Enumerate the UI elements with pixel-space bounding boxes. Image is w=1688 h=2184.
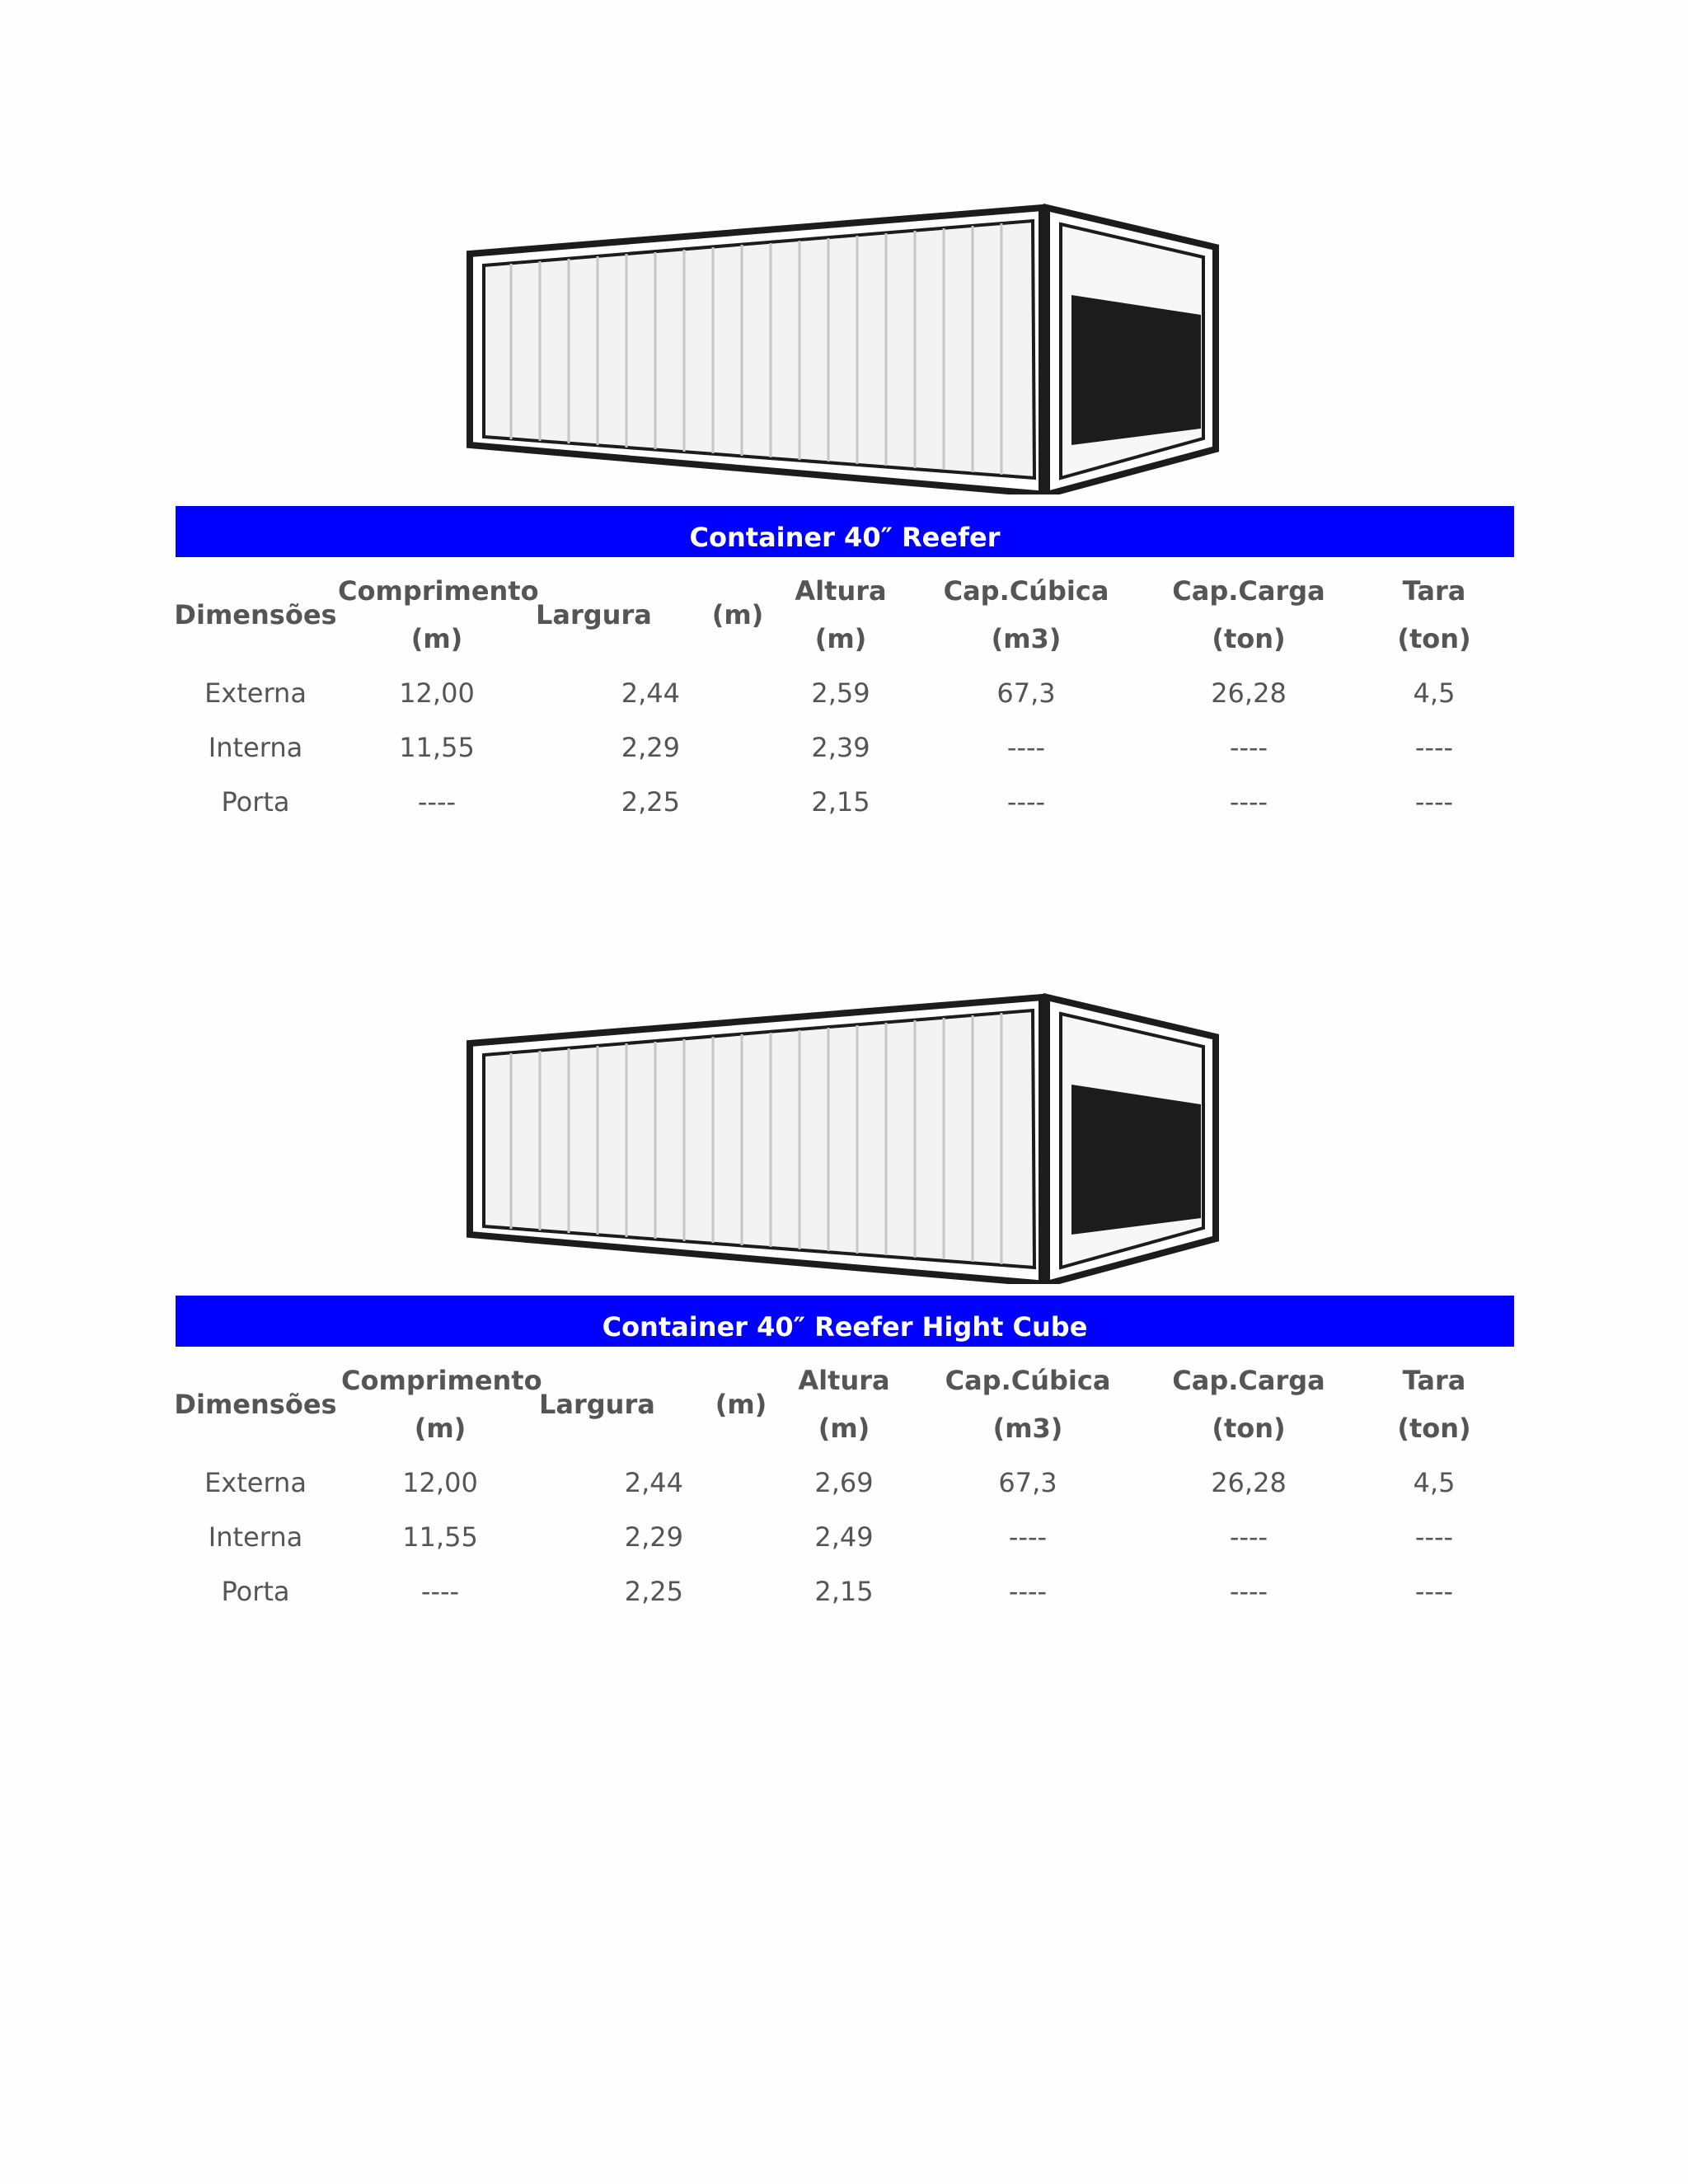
cell-cap-cubica: 67,3 [998, 1467, 1057, 1498]
header-tara-unit: (ton) [1397, 1413, 1471, 1444]
header-tara-unit: (ton) [1397, 623, 1471, 654]
container-drawing [466, 987, 1224, 1284]
cell-largura: 2,44 [621, 677, 680, 709]
container-drawing [466, 198, 1224, 494]
cell-comprimento: 11,55 [402, 1521, 478, 1553]
cell-tara: 4,5 [1413, 677, 1456, 709]
header-largura-unit: (m) [711, 599, 764, 630]
cell-largura: 2,25 [621, 786, 680, 818]
header-cap-carga-unit: (ton) [1212, 623, 1286, 654]
container-illustration [466, 198, 1224, 494]
header-tara: Tara [1402, 575, 1466, 607]
header-altura: Altura [798, 1365, 890, 1396]
header-tara: Tara [1402, 1365, 1466, 1396]
cell-cap-carga: ---- [1229, 1521, 1268, 1553]
cell-tara: ---- [1414, 1576, 1454, 1607]
cell-cap-cubica: ---- [1006, 732, 1046, 763]
container-illustration [466, 987, 1224, 1284]
header-cap-cubica-unit: (m3) [991, 623, 1062, 654]
cell-altura: 2,15 [814, 1576, 874, 1607]
header-comprimento: Comprimento [341, 1365, 542, 1396]
cell-altura: 2,49 [814, 1521, 874, 1553]
cell-cap-carga: 26,28 [1211, 1467, 1287, 1498]
header-altura: Altura [795, 575, 887, 607]
cell-comprimento: ---- [420, 1576, 460, 1607]
header-cap-cubica-unit: (m3) [992, 1413, 1063, 1444]
header-altura-unit: (m) [818, 1413, 870, 1444]
cell-cap-cubica: ---- [1008, 1576, 1048, 1607]
cell-cap-carga: 26,28 [1211, 677, 1287, 709]
header-largura: Largura [536, 599, 652, 630]
row-label: Porta [221, 1576, 290, 1607]
header-dimensoes: Dimensões [174, 1389, 337, 1420]
cell-tara: ---- [1414, 732, 1454, 763]
header-comprimento-unit: (m) [410, 623, 463, 654]
cell-tara: 4,5 [1413, 1467, 1456, 1498]
row-label: Interna [208, 732, 303, 763]
cell-cap-carga: ---- [1229, 1576, 1268, 1607]
table-title-bar: Container 40″ Reefer [176, 506, 1514, 557]
row-label: Externa [204, 677, 307, 709]
cell-comprimento: 11,55 [399, 732, 475, 763]
header-largura: Largura [539, 1389, 655, 1420]
header-cap-carga: Cap.Carga [1172, 575, 1325, 607]
cell-largura: 2,25 [624, 1576, 683, 1607]
cell-tara: ---- [1414, 786, 1454, 818]
cell-largura: 2,29 [624, 1521, 683, 1553]
header-cap-carga-unit: (ton) [1212, 1413, 1286, 1444]
cell-cap-carga: ---- [1229, 732, 1268, 763]
cell-cap-cubica: ---- [1008, 1521, 1048, 1553]
cell-cap-cubica: 67,3 [996, 677, 1056, 709]
cell-altura: 2,59 [811, 677, 870, 709]
header-cap-carga: Cap.Carga [1172, 1365, 1325, 1396]
cell-largura: 2,29 [621, 732, 680, 763]
cell-largura: 2,44 [624, 1467, 683, 1498]
header-comprimento-unit: (m) [414, 1413, 467, 1444]
row-label: Interna [208, 1521, 303, 1553]
header-largura-unit: (m) [715, 1389, 767, 1420]
header-dimensoes: Dimensões [174, 599, 337, 630]
table-title-bar: Container 40″ Reefer Hight Cube [176, 1296, 1514, 1347]
header-comprimento: Comprimento [338, 575, 539, 607]
cell-tara: ---- [1414, 1521, 1454, 1553]
cell-comprimento: 12,00 [402, 1467, 478, 1498]
cell-comprimento: ---- [417, 786, 457, 818]
cell-altura: 2,15 [811, 786, 870, 818]
cell-comprimento: 12,00 [399, 677, 475, 709]
row-label: Externa [204, 1467, 307, 1498]
header-cap-cubica: Cap.Cúbica [945, 1365, 1111, 1396]
header-cap-cubica: Cap.Cúbica [943, 575, 1109, 607]
header-altura-unit: (m) [814, 623, 867, 654]
cell-altura: 2,69 [814, 1467, 874, 1498]
row-label: Porta [221, 786, 290, 818]
cell-altura: 2,39 [811, 732, 870, 763]
cell-cap-carga: ---- [1229, 786, 1268, 818]
cell-cap-cubica: ---- [1006, 786, 1046, 818]
